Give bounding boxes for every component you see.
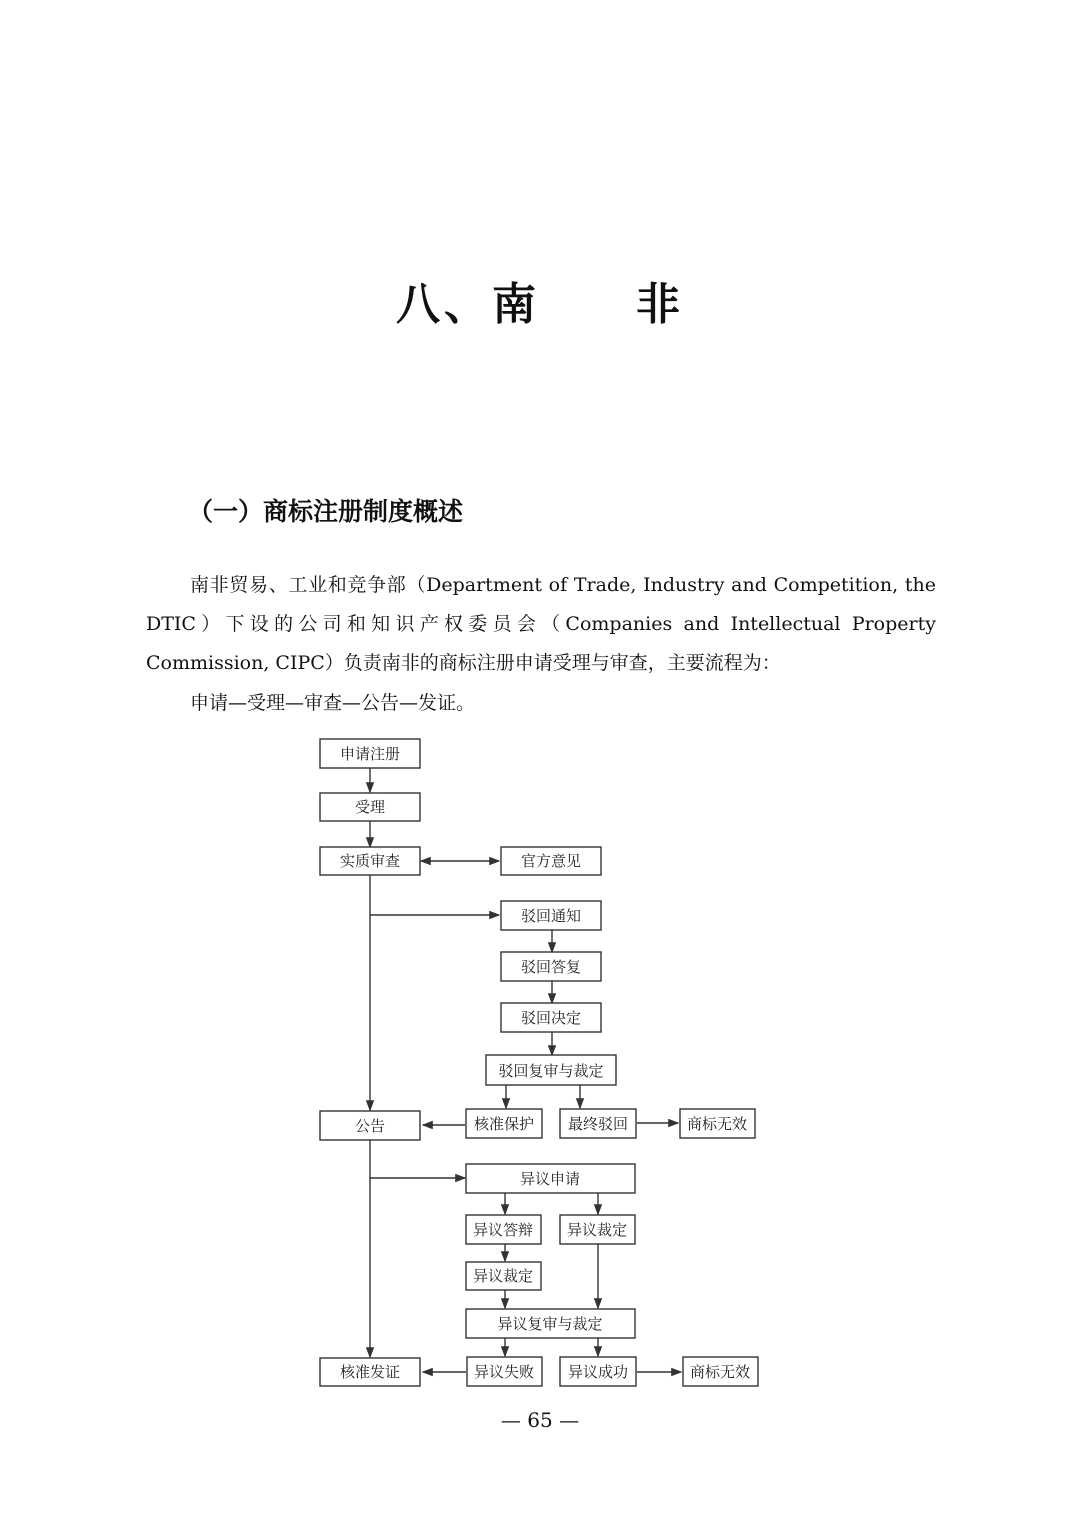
flow-label-invalid-2: 商标无效 [689,1363,751,1381]
flow-label-opposition-success: 异议成功 [567,1363,629,1381]
flow-box-announce [320,1111,420,1140]
flow-box-reject-reply [501,952,601,981]
chapter-title-left: 八、南 [396,279,540,330]
flow-box-opposition-apply [466,1164,635,1193]
flow-label-reject-reply: 驳回答复 [520,958,582,976]
flow-box-reject-decision [501,1003,601,1032]
flow-box-invalid-2 [683,1357,758,1386]
intro-paragraph: 南非贸易、工业和竞争部（Department of Trade, Industry and Competition, the DTIC）下设的公司和知识产权委员会（Companies and Intellectual Property Commission, CIPC）负责南非的商标注册申请受理与审查，主要流程为： [146,574,936,674]
flow-label-announce: 公告 [354,1117,386,1135]
flow-label-certify: 核准发证 [339,1363,401,1381]
flow-label-opposition-apply: 异议申请 [519,1170,581,1188]
flow-label-reject-notice: 驳回通知 [520,907,582,925]
flow-box-opposition-defense [466,1215,541,1244]
chapter-title-right: 非 [636,279,684,330]
flow-label-opposition-defense: 异议答辩 [472,1221,534,1239]
flow-box-invalid-1 [680,1109,755,1138]
flow-label-approve-protect: 核准保护 [473,1115,535,1133]
flow-box-apply [320,739,420,768]
flow-box-certify [320,1358,420,1386]
flow-box-exam [320,847,420,875]
flow-box-reject-review [486,1055,616,1085]
flow-label-invalid-1: 商标无效 [686,1115,748,1133]
flow-box-reject-notice [501,901,601,930]
flow-label-exam: 实质审查 [339,852,401,870]
flow-label-opposition-fail: 异议失败 [473,1363,535,1381]
flow-label-accept: 受理 [354,798,386,816]
section-heading: （一）商标注册制度概述 [188,497,464,526]
flow-label-opposition-review: 异议复审与裁定 [497,1315,603,1333]
flow-box-final-reject [560,1109,636,1138]
flow-label-opposition-ruling-1: 异议裁定 [566,1221,628,1239]
flow-box-approve-protect [466,1109,542,1138]
flow-label-opposition-ruling-2: 异议裁定 [472,1267,534,1285]
flow-label-reject-decision: 驳回决定 [520,1009,582,1027]
flow-label-reject-review: 驳回复审与裁定 [498,1062,604,1080]
flow-label-apply: 申请注册 [339,745,401,763]
flow-box-opposition-ruling-2 [466,1262,541,1290]
process-summary: 申请—受理—审查—公告—发证。 [190,692,476,714]
flow-label-final-reject: 最终驳回 [567,1115,629,1133]
flow-box-opposition-review [466,1309,635,1338]
flow-box-accept [320,793,420,821]
flow-box-official-opinion [501,847,601,875]
flow-box-opposition-fail [467,1357,542,1386]
flow-box-opposition-success [560,1357,636,1386]
flow-box-opposition-ruling-1 [560,1215,635,1244]
page-number: — 65 — [500,1408,580,1432]
flow-label-official-opinion: 官方意见 [520,852,582,870]
